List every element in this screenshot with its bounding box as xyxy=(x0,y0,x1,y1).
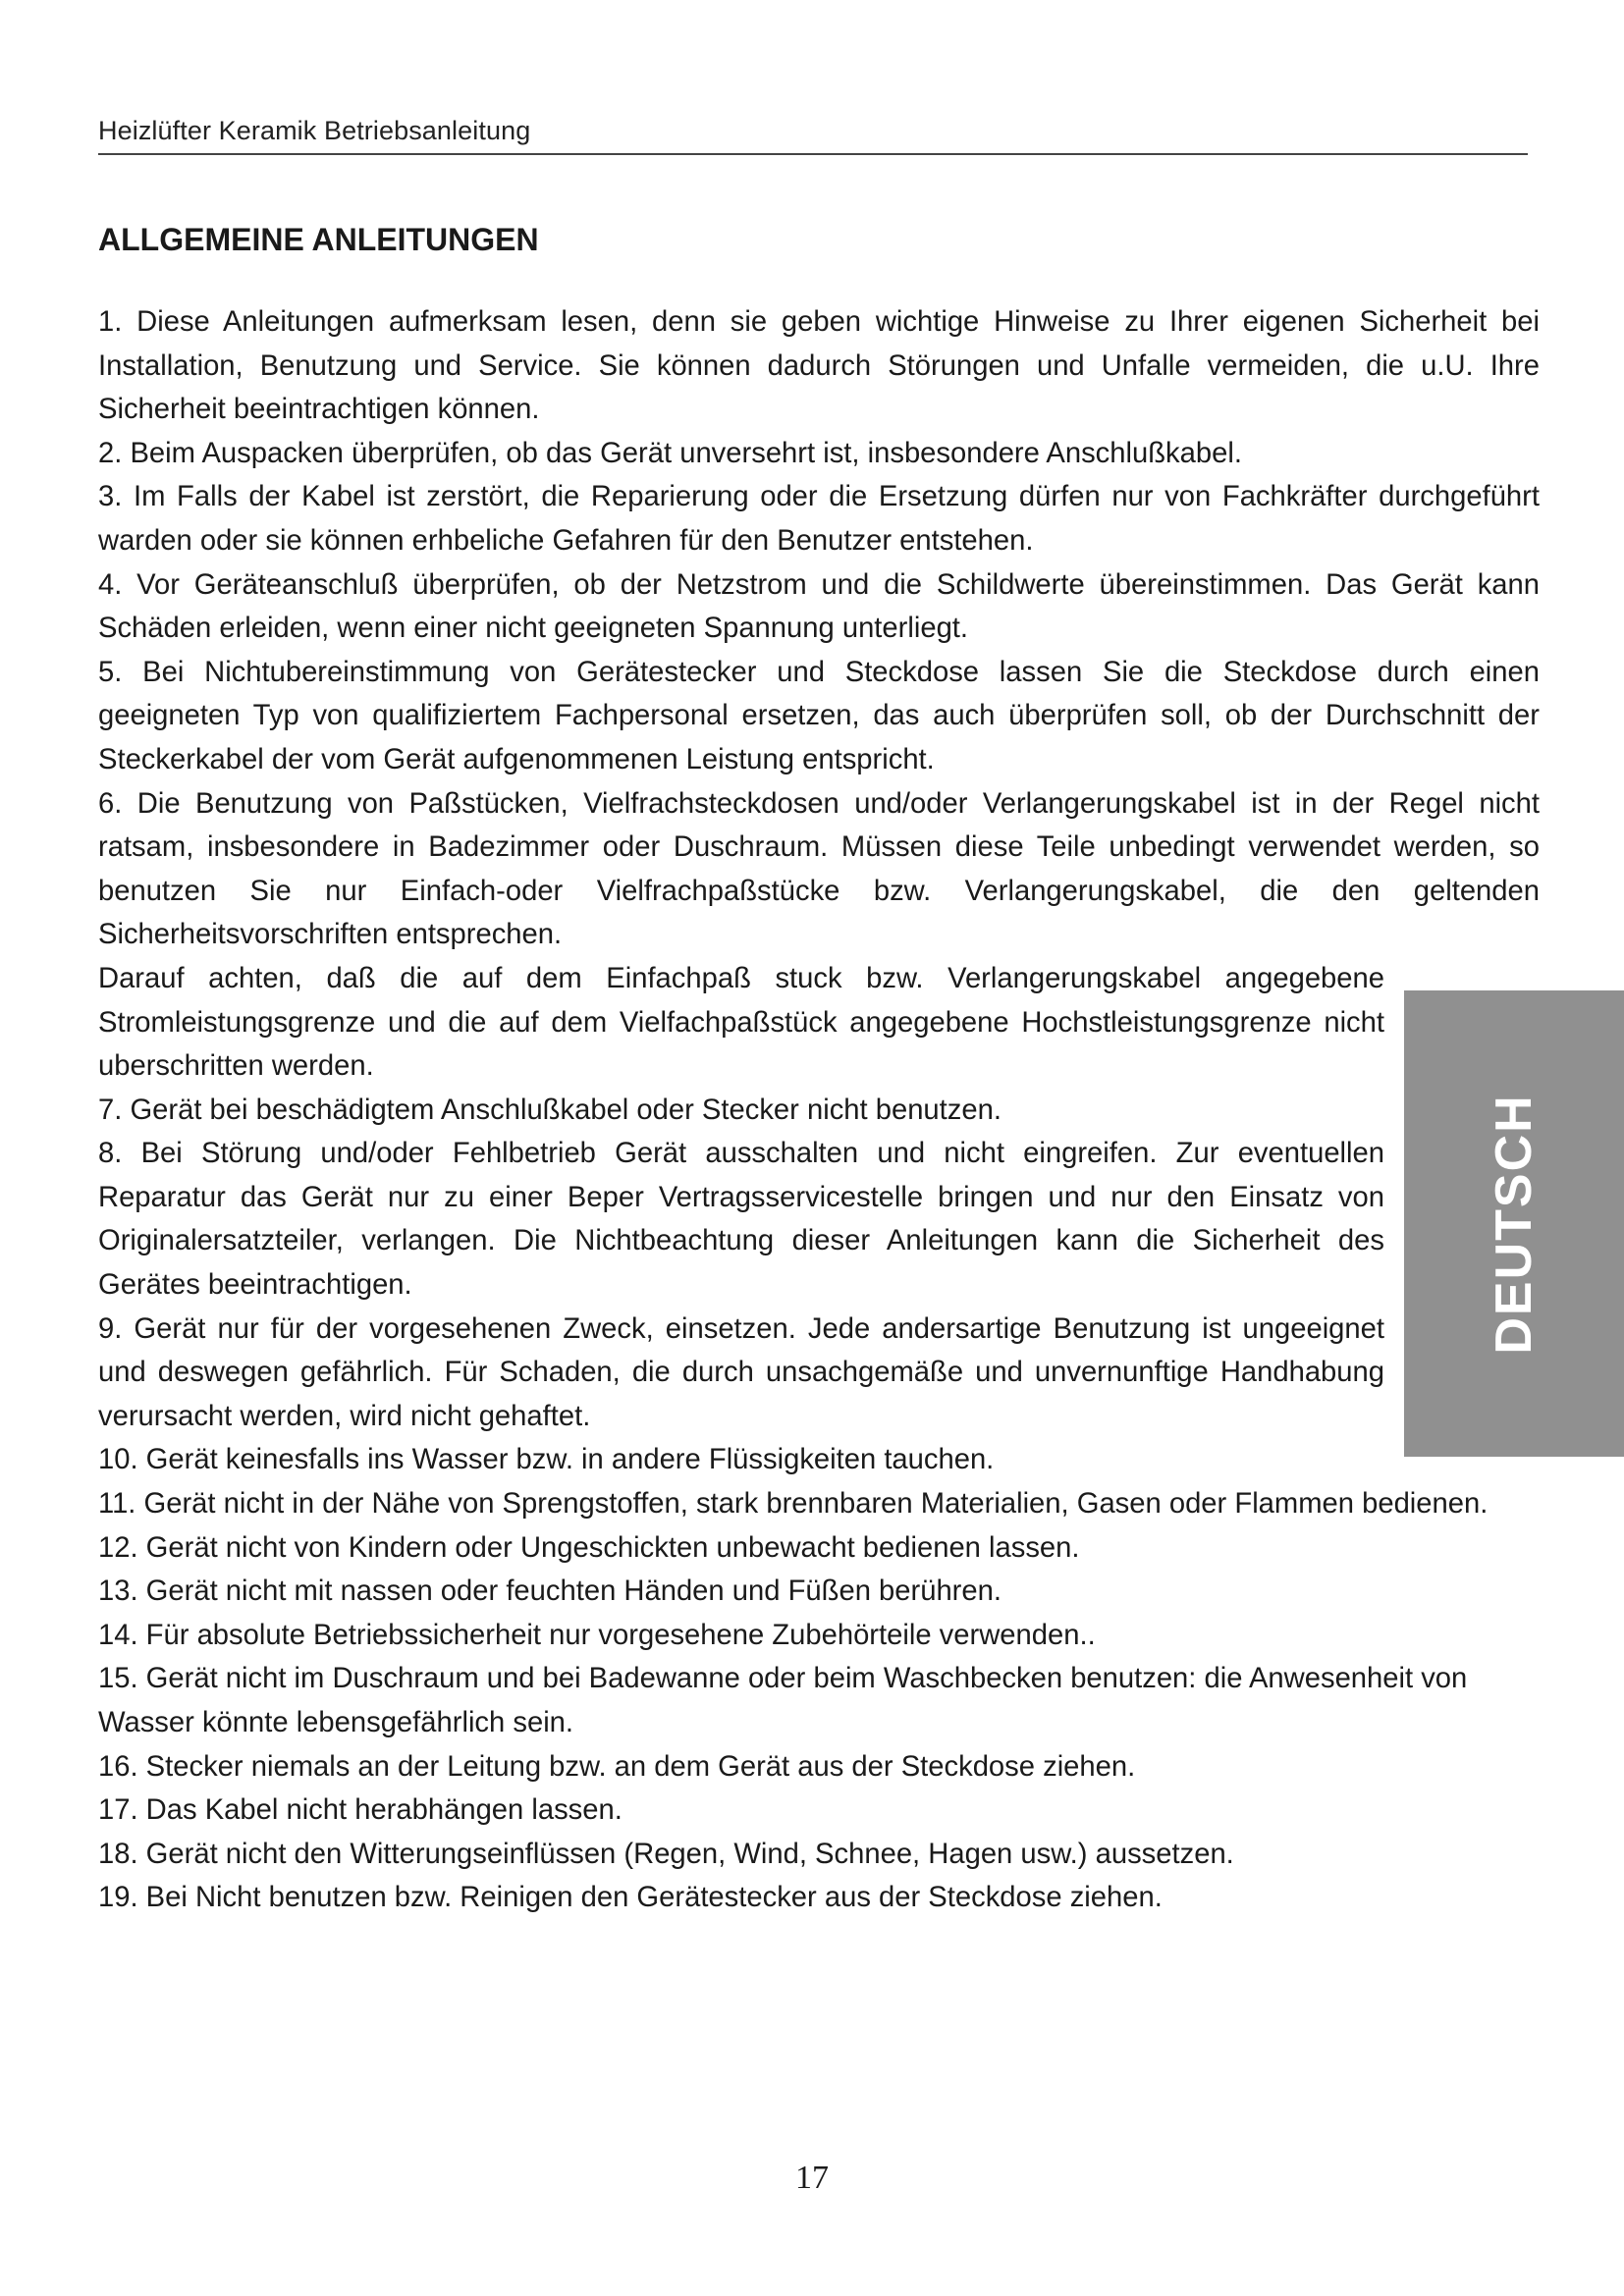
instruction-16: 16. Stecker niemals an der Leitung bzw. an dem Gerät aus der Steckdose ziehen. xyxy=(98,1750,1136,1783)
instruction-19: 19. Bei Nicht benutzen bzw. Reinigen den Gerätestecker aus der Steckdose ziehen. xyxy=(98,1882,1163,1914)
language-tab-label: DEUTSCH xyxy=(1486,1093,1543,1355)
running-header: Heizlüfter Keramik Betriebsanleitung xyxy=(98,116,531,145)
instruction-4: 4. Vor Geräteanschluß überprüfen, ob der Netzstrom und die Schildwerte übereinstimmen. Das Gerät kann Schäden erleiden, wenn einer nicht geeigneten Spannung unterliegt. xyxy=(98,568,1540,645)
section-title: ALLGEMEINE ANLEITUNGEN xyxy=(98,222,539,257)
instruction-12: 12. Gerät nicht von Kindern oder Ungeschickten unbewacht bedienen lassen. xyxy=(98,1531,1080,1564)
instruction-15: 15. Gerät nicht im Duschraum und bei Badewanne oder beim Waschbecken benutzen: die Anwesenheit von Wasser könnte lebensgefährlich sein. xyxy=(98,1663,1468,1738)
instruction-9: 9. Gerät nur für der vorgesehenen Zweck, einsetzen. Jede andersartige Benutzung ist ungeeignet und deswegen gefährlich. Für Schaden, die durch unsachgemäße und unvernunftige Handhabung verursacht werden, wird nicht gehaftet. xyxy=(98,1312,1384,1432)
instruction-17: 17. Das Kabel nicht herabhängen lassen. xyxy=(98,1794,623,1827)
instruction-13: 13. Gerät nicht mit nassen oder feuchten Händen und Füßen berühren. xyxy=(98,1575,1001,1608)
header-divider xyxy=(98,153,1528,155)
instruction-6: 6. Die Benutzung von Paßstücken, Vielfrachsteckdosen und/oder Verlangerungskabel ist in der Regel nicht ratsam, insbesondere in Badezimmer oder Duschraum. Müssen diese Teile unbedingt verwendet werden, so benutzen Sie nur Einfach-oder Vielfrachpaßstücke bzw. Verlangerungskabel, die den geltenden Sicherheitsvorschriften entsprechen. xyxy=(98,787,1540,951)
instruction-10: 10. Gerät keinesfalls ins Wasser bzw. in andere Flüssigkeiten tauchen. xyxy=(98,1444,995,1476)
instruction-5: 5. Bei Nichtubereinstimmung von Gerätestecker und Steckdose lassen Sie die Steckdose durch einen geeigneten Typ von qualifiziertem Fachpersonal ersetzen, das auch überprüfen soll, ob der Durchschnitt der Steckerkabel der vom Gerät aufgenommenen Leistung entspricht. xyxy=(98,656,1540,775)
instruction-18: 18. Gerät nicht den Witterungseinflüssen (Regen, Wind, Schnee, Hagen usw.) aussetzen. xyxy=(98,1838,1234,1870)
instruction-2: 2. Beim Auspacken überprüfen, ob das Gerät unversehrt ist, insbesondere Anschlußkabel. xyxy=(98,437,1242,469)
instruction-7: 7. Gerät bei beschädigtem Anschlußkabel oder Stecker nicht benutzen. xyxy=(98,1094,1001,1126)
instructions-body xyxy=(98,300,1540,1920)
instruction-11: 11. Gerät nicht in der Nähe von Sprengstoffen, stark brennbaren Materialien, Gasen oder Flammen bedienen. xyxy=(98,1488,1489,1521)
instruction-1: 1. Diese Anleitungen aufmerksam lesen, denn sie geben wichtige Hinweise zu Ihrer eigenen Sicherheit bei Installation, Benutzung und Service. Sie können dadurch Störungen und Unfalle vermeiden, die u.U. Ihre Sicherheit beeintrachtigen können. xyxy=(98,306,1540,426)
instruction-3: 3. Im Falls der Kabel ist zerstört, die Reparierung oder die Ersetzung dürfen nur von Fachkräfter durchgeführt warden oder sie können erhbeliche Gefahren für den Benutzer entstehen. xyxy=(98,481,1540,557)
instruction-14: 14. Für absolute Betriebssicherheit nur vorgesehene Zubehörteile verwenden.. xyxy=(98,1619,1096,1651)
instruction-6-note: Darauf achten, daß die auf dem Einfachpaß stuck bzw. Verlangerungskabel angegebene Stromleistungsgrenze und die auf dem Vielfachpaßstück angegebene Hochstleistungsgrenze nicht uberschritten werden. xyxy=(98,962,1384,1083)
page-number: 17 xyxy=(795,2160,829,2196)
instruction-8: 8. Bei Störung und/oder Fehlbetrieb Gerät ausschalten und nicht eingreifen. Zur eventuellen Reparatur das Gerät nur zu einer Beper Vertragsservicestelle bringen und nur den Einsatz von Originalersatzteiler, verlangen. Die Nichtbeachtung dieser Anleitungen kann die Sicherheit des Gerätes beeintrachtigen. xyxy=(98,1138,1384,1302)
